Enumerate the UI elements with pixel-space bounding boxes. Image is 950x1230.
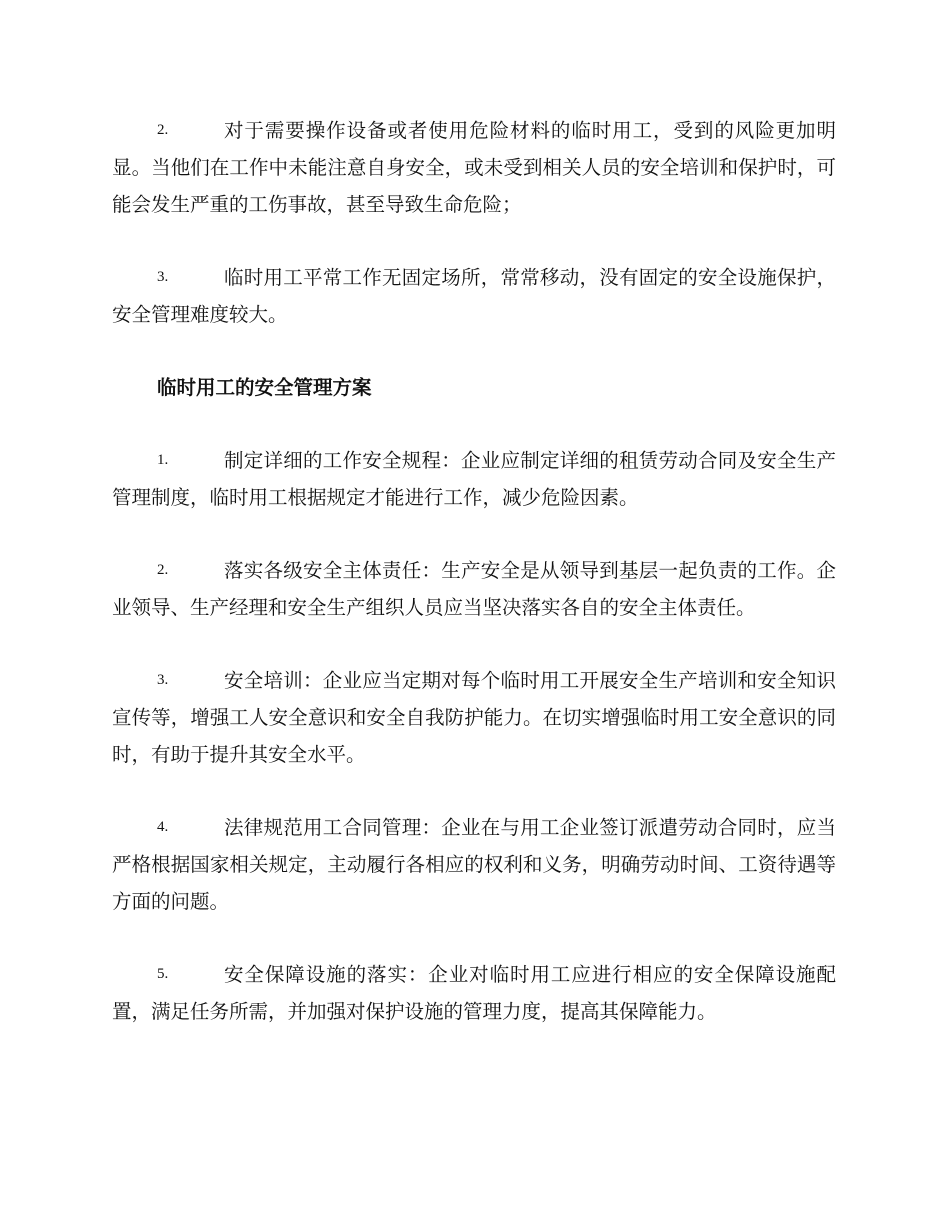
list-item — [112, 442, 836, 516]
list-number: 4. — [157, 819, 169, 835]
list-text: 制定详细的工作安全规程：企业应制定详细的租赁劳动合同及安全生产管理制度，临时用工根据规定才能进行工作，减少危险因素。 — [112, 449, 836, 509]
list-text: 对于需要操作设备或者使用危险材料的临时用工，受到的风险更加明显。当他们在工作中未能注意自身安全，或未受到相关人员的安全培训和保护时，可能会发生严重的工伤事故，甚至导致生命危险； — [112, 119, 836, 216]
section-heading: 临时用工的安全管理方案 — [157, 376, 372, 399]
list-item — [112, 112, 836, 223]
list-text: 临时用工平常工作无固定场所，常常移动，没有固定的安全设施保护，安全管理难度较大。 — [112, 266, 836, 326]
list-item — [112, 956, 836, 1030]
list-text: 安全保障设施的落实：企业对临时用工应进行相应的安全保障设施配置，满足任务所需，并加强对保护设施的管理力度，提高其保障能力。 — [112, 963, 836, 1023]
list-item — [112, 662, 836, 773]
list-number: 3. — [157, 672, 169, 688]
list-number: 1. — [157, 452, 169, 468]
document-page — [112, 112, 836, 1030]
list-item — [112, 552, 836, 626]
list-text: 落实各级安全主体责任：生产安全是从领导到基层一起负责的工作。企业领导、生产经理和安全生产组织人员应当坚决落实各自的安全主体责任。 — [112, 559, 836, 619]
list-number: 2. — [157, 562, 169, 578]
list-number: 3. — [157, 269, 169, 285]
list-text: 安全培训：企业应当定期对每个临时用工开展安全生产培训和安全知识宣传等，增强工人安全意识和安全自我防护能力。在切实增强临时用工安全意识的同时，有助于提升其安全水平。 — [112, 669, 836, 766]
list-text: 法律规范用工合同管理：企业在与用工企业签订派遣劳动合同时，应当严格根据国家相关规定，主动履行各相应的权利和义务，明确劳动时间、工资待遇等方面的问题。 — [112, 816, 836, 913]
list-item — [112, 809, 836, 920]
list-number: 2. — [157, 122, 169, 138]
list-number: 5. — [157, 966, 169, 982]
list-item — [112, 259, 836, 333]
